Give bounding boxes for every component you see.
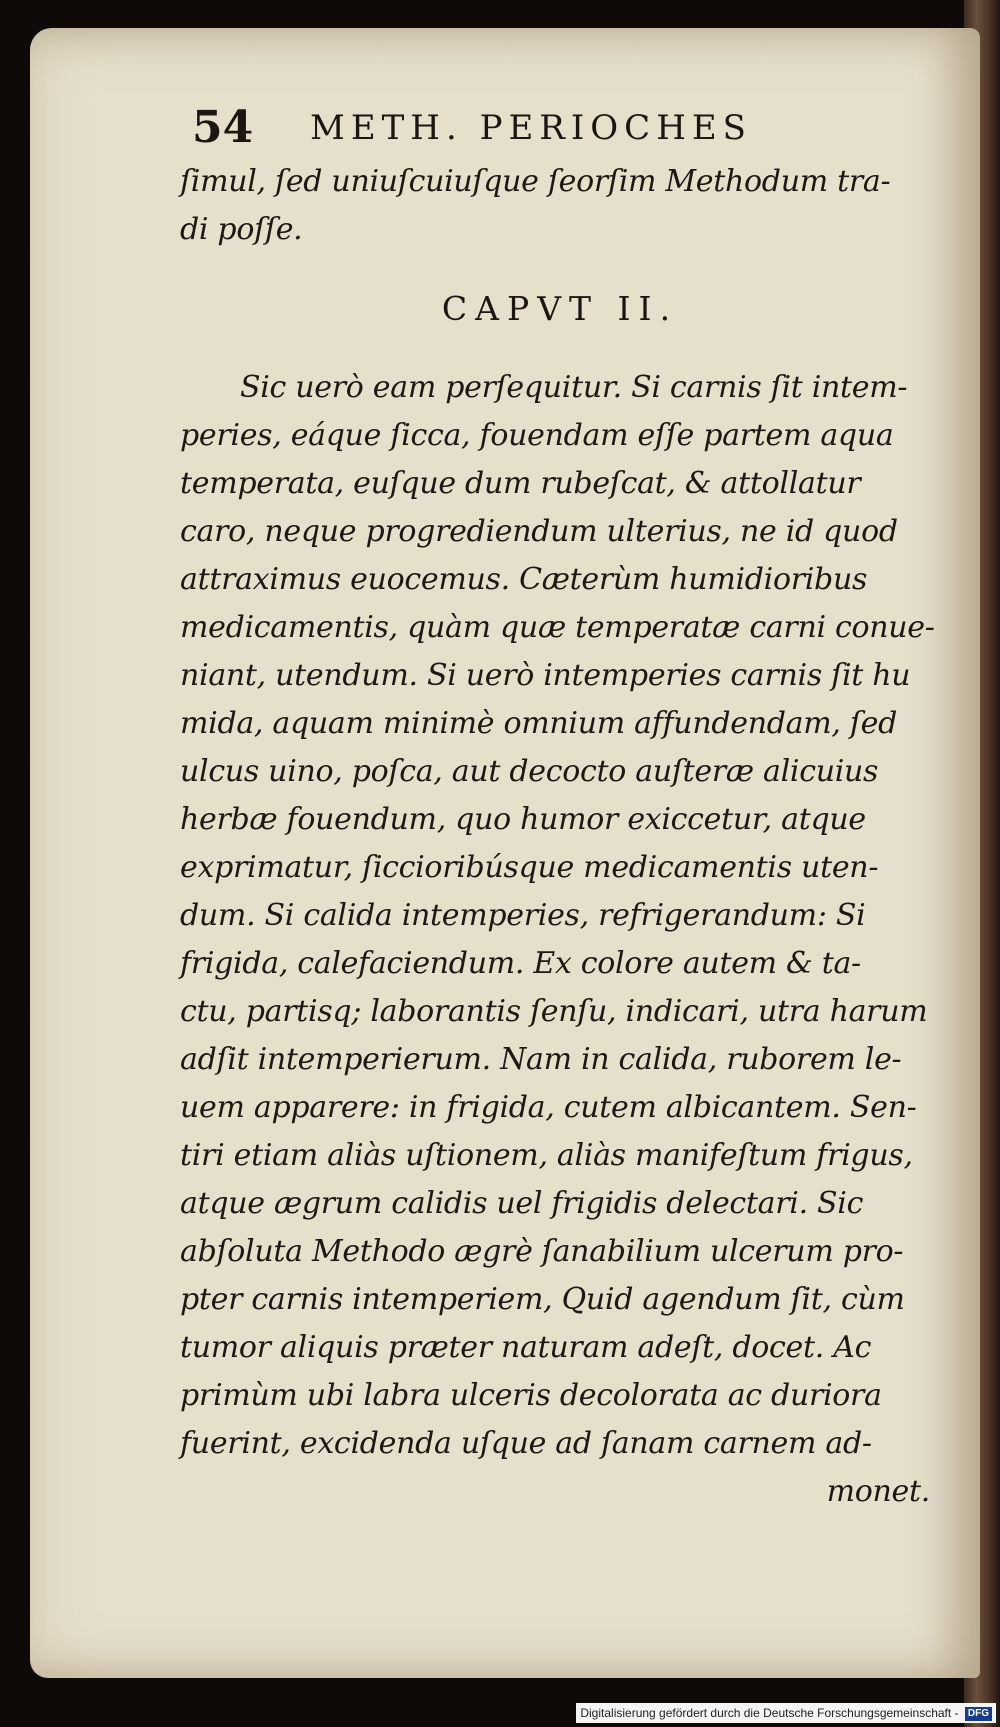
text-line: caro, neque progrediendum ulterius, ne id quod [180,514,898,549]
book-page [30,28,980,1678]
text-line: pter carnis intemperiem, Quid agendum ſit, cùm [180,1282,905,1317]
running-title: METH. PERIOCHES [310,108,752,148]
text-line: exprimatur, ſiccioribúsque medicamentis uten- [180,850,879,885]
text-line: peries, eáque ſicca, fouendam eſſe partem aqua [180,418,894,453]
text-line: temperata, euſque dum rubeſcat, & attollatur [180,466,861,501]
text-line: niant, utendum. Si uerò intemperies carnis ſit hu [180,658,911,693]
text-line: ulcus uino, poſca, aut decocto auſteræ alicuius [180,754,879,789]
chapter-body [180,364,940,1516]
catchword: monet. [826,1474,930,1509]
text-line: fuerint, excidenda uſque ad ſanam carnem ad- [180,1426,872,1461]
text-line: herbæ fouendum, quo humor exiccetur, atque [180,802,866,837]
digitization-credit [576,1703,996,1723]
page-number: 54 [192,102,254,153]
text-line: di poſſe. [180,212,303,247]
text-line: uem apparere: in frigida, cutem albicantem. Sen- [180,1090,917,1125]
chapter-heading: CAPVT II. [441,289,679,328]
text-line: tumor aliquis præter naturam adeſt, docet. Ac [180,1330,872,1365]
text-line: dum. Si calida intemperies, refrigerandum: Si [180,898,866,933]
text-line: Sic uerò eam perſequitur. Si carnis ſit intem- [240,370,908,405]
running-head [180,98,940,158]
text-line: mida, aquam minimè omnium affundendam, ſed [180,706,897,741]
text-line: atque ægrum calidis uel frigidis delectari. Sic [180,1186,864,1221]
text-line: ſimul, ſed uniuſcuiuſque ſeorſim Methodum tra- [180,164,891,199]
credit-text: Digitalisierung gefördert durch die Deutsche Forschungsgemeinschaft - [580,1706,959,1720]
text-line: medicamentis, quàm quæ temperatæ carni conue- [180,610,935,645]
text-line: ctu, partisq; laborantis ſenſu, indicari, utra harum [180,994,928,1029]
text-line: adſit intemperierum. Nam in calida, ruborem le- [180,1042,902,1077]
text-line: primùm ubi labra ulceris decolorata ac duriora [180,1378,882,1413]
text-line: tiri etiam aliàs uſtionem, aliàs manifeſtum frigus, [180,1138,913,1173]
dfg-logo: DFG [965,1707,992,1721]
text-line: frigida, calefaciendum. Ex colore autem & ta- [180,946,861,981]
text-line: abſoluta Methodo ægrè ſanabilium ulcerum pro- [180,1234,904,1269]
text-line: attraximus euocemus. Cæterùm humidioribus [180,562,868,597]
page-content [180,98,940,1516]
intro-text [180,158,940,254]
